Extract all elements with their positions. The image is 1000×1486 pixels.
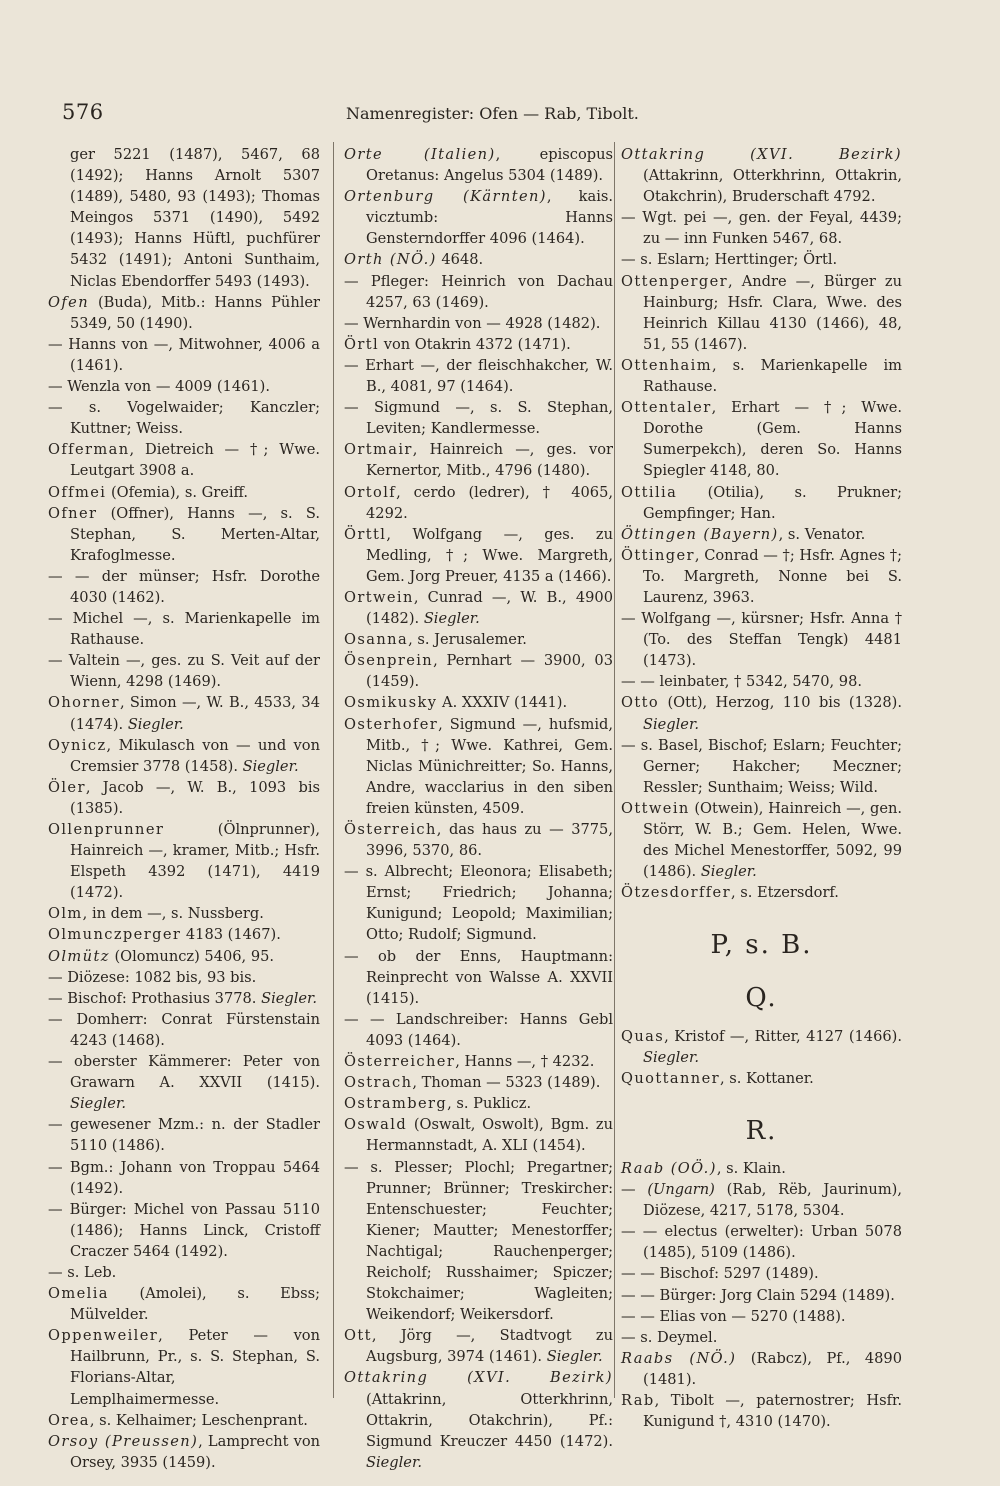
index-entry	[48, 1114, 320, 1156]
entry-headword: Ötzesdorffer	[621, 884, 731, 902]
entry-headword: Ortolf	[344, 483, 397, 501]
entry-headword: Ohorner	[48, 694, 120, 712]
entry-text: , das haus zu — 3775, 3996, 5370, 86.	[366, 821, 613, 860]
index-entry	[344, 271, 613, 313]
entry-text: , Dietreich — †; Wwe. Leutgart 3908 a.	[70, 441, 320, 480]
entry-text: — Sigmund —, s. S. Stephan, Leviten; Kandlermesse.	[344, 399, 613, 438]
index-entry	[344, 186, 613, 249]
entry-headword: Oswald	[344, 1116, 408, 1134]
index-entry	[621, 144, 902, 207]
entry-headword: Ottilia	[621, 483, 678, 501]
entry-text: , Hanns —, † 4232.	[455, 1053, 595, 1071]
entry-text: , Peter — von Hailbrunn, Pr., s. S. Stephan, S. Florians-Altar, Lemplhaimermesse.	[70, 1327, 320, 1408]
index-entry	[48, 1157, 320, 1199]
entry-headword: Ottwein	[621, 799, 690, 817]
entry-headword: Osmikusky	[344, 694, 438, 712]
entry-text: — Bischof: Prothasius 3778.	[48, 989, 262, 1007]
entry-headword: Quas	[621, 1027, 665, 1045]
index-entry	[48, 1431, 320, 1473]
section-letter: R.	[745, 1115, 778, 1146]
entry-headword: Ostramberg	[344, 1095, 448, 1113]
entry-text: , s. Kelhaimer; Leschenprant.	[89, 1411, 308, 1429]
entry-text: — s. Basel, Bischof; Eslarn; Feuchter; Gerner; Hakcher; Meczner; Ressler; Sunthaim; Weiss; Wild.	[621, 736, 902, 796]
entry-text: (Rab, Rëb, Jaurinum), Diözese, 4217, 5178, 5304.	[643, 1181, 902, 1220]
index-column-3	[621, 144, 902, 1432]
index-entry	[48, 988, 320, 1009]
entry-text: — — electus (erwelter): Urban 5078 (1485), 5109 (1486).	[621, 1223, 902, 1262]
entry-headword: Olmütz	[48, 947, 110, 965]
entry-text: — Wgt. pei —, gen. der Feyal, 4439; zu — inn Funken 5467, 68.	[621, 209, 902, 248]
index-entry	[48, 1325, 320, 1409]
index-entry	[344, 355, 613, 397]
entry-headword: Ottakring (XVI. Bezirk)	[344, 1369, 613, 1387]
entry-text: — Wenzla von — 4009 (1461).	[48, 378, 271, 396]
entry-headword: Quottanner	[621, 1069, 720, 1087]
entry-headword: Rab	[621, 1391, 655, 1409]
entry-text: (Ölnprunner), Hainreich —, kramer, Mitb.; Hsfr. Elspeth 4392 (1471), 4419 (1472).	[70, 821, 320, 902]
index-entry	[344, 144, 613, 186]
index-entry	[344, 861, 613, 945]
index-entry	[344, 524, 613, 587]
entry-text: , Erhart — †; Wwe. Dorothe (Gem. Hanns Sumerpekch), deren So. Hanns Spiegler 4148, 80.	[643, 399, 902, 480]
index-entry	[48, 1199, 320, 1262]
entry-text: — — leinbater, † 5342, 5470, 98.	[621, 673, 863, 691]
entry-text: — Bgm.: Johann von Troppau 5464 (1492).	[48, 1158, 320, 1197]
entry-text: — s. Vogelwaider; Kanczler; Kuttner; Weiss.	[48, 399, 320, 438]
entry-text: — s. Albrecht; Eleonora; Elisabeth; Ernst; Friedrich; Johanna; Kunigund; Leopold; Maximilian; Otto; Rudolf; Sigmund.	[344, 863, 613, 944]
entry-text: (Ott), Herzog, 110 bis (1328).	[659, 694, 902, 712]
entry-text: ger 5221 (1487), 5467, 68 (1492); Hanns Arnolt 5307 (1489), 5480, 93 (1493); Thomas Meingos 5371 (1490), 5492 (1493); Hanns Hüftl, puchfürer 5432 (1491); Antoni Sunthaim, Niclas Ebendorffer 5493 (1493).	[70, 146, 320, 290]
entry-text: , episcopus Oretanus: Angelus 5304 (1489).	[366, 146, 613, 185]
entry-text: — — der münser; Hsfr. Dorothe 4030 (1462).	[48, 567, 320, 606]
index-entry	[48, 967, 320, 988]
entry-text: (Buda), Mitb.: Hanns Pühler 5349, 50 (1490).	[70, 293, 320, 332]
entry-text: (Amolei), s. Ebss; Mülvelder.	[70, 1285, 320, 1324]
index-entry	[48, 924, 320, 945]
entry-text: — gewesener Mzm.: n. der Stadler 5110 (1486).	[48, 1116, 320, 1155]
column-rule	[614, 142, 615, 1398]
column-rule	[333, 142, 334, 1398]
entry-headword: Ottakring (XVI. Bezirk)	[621, 146, 902, 163]
entry-headword: Otto	[621, 694, 660, 712]
index-entry	[344, 629, 613, 650]
entry-seal-note: Siegler.	[70, 1095, 126, 1113]
index-entry	[621, 798, 902, 882]
entry-headword: Öttinger	[621, 546, 695, 564]
index-entry	[621, 207, 902, 249]
index-entry	[344, 1051, 613, 1072]
index-entry	[621, 1348, 902, 1390]
entry-text: A. XXXIV (1441).	[437, 694, 568, 712]
index-entry	[48, 946, 320, 967]
index-entry	[344, 819, 613, 861]
index-entry	[48, 650, 320, 692]
index-entry	[48, 439, 320, 481]
entry-headword: Ösenprein	[344, 652, 434, 670]
index-entry	[48, 503, 320, 566]
index-entry	[344, 1114, 613, 1156]
entry-text: , s. Klain.	[716, 1159, 786, 1177]
entry-headword: Oppenweiler	[48, 1327, 159, 1345]
entry-seal-note: Siegler.	[643, 715, 699, 733]
entry-headword: Ortwein	[344, 588, 414, 606]
section-letter: P, s. B.	[710, 930, 813, 961]
index-entry	[48, 1410, 320, 1431]
index-entry	[344, 1325, 613, 1367]
index-entry	[621, 249, 902, 270]
entry-seal-note: Siegler.	[261, 989, 318, 1007]
entry-text: , Wolfgang —, ges. zu Medling, †; Wwe. Margreth, Gem. Jorg Preuer, 4135 a (1466).	[366, 525, 613, 585]
index-entry	[48, 819, 320, 903]
entry-headword: Omelia	[48, 1285, 109, 1303]
entry-text: , Sigmund —, hufsmid, Mitb., †; Wwe. Kathrei, Gem. Niclas Münichreitter; So. Hanns, Andre, wacclarius in den siben freien künsten, 4509.	[366, 715, 613, 817]
entry-text: , Pernhart — 3900, 03 (1459).	[366, 652, 613, 691]
index-entry	[621, 882, 902, 903]
entry-text: , s. Marienkapelle im Rathause.	[643, 356, 902, 396]
entry-seal-note: Siegler.	[127, 715, 184, 733]
index-entry	[48, 1051, 320, 1114]
index-entry	[48, 903, 320, 924]
entry-headword: Olm	[48, 905, 83, 923]
entry-headword: Ollenprunner	[48, 821, 165, 838]
entry-text: , Kristof —, Ritter, 4127 (1466).	[664, 1027, 902, 1045]
entry-headword: Ofen	[48, 293, 90, 311]
index-entry	[48, 608, 320, 650]
index-entry	[344, 1072, 613, 1093]
entry-text: — ob der Enns, Hauptmann: Reinprecht von Walsse A. XXVII (1415).	[344, 947, 613, 1007]
entry-place: (Ungarn)	[647, 1181, 715, 1199]
entry-text: , Cunrad —, W. B., 4900 (1482).	[366, 588, 613, 628]
index-entry	[344, 692, 613, 713]
index-entry	[621, 524, 902, 545]
entry-text: (Ofemia), s. Greiff.	[106, 483, 249, 501]
entry-text: , s. Puklicz.	[447, 1095, 532, 1113]
index-column-1	[48, 144, 320, 1473]
entry-text: (Otilia), s. Prukner; Gempfinger; Han.	[643, 483, 902, 522]
entry-headword: Ortmair	[344, 441, 413, 459]
entry-text: (Attakrinn, Otterkhrinn, Ottakrin, Otakchrin), Bruderschaft 4792.	[643, 167, 902, 206]
index-entry	[48, 334, 320, 376]
entry-headword: Orth (NÖ.)	[344, 251, 437, 269]
index-entry	[48, 1262, 320, 1283]
entry-headword: Orsoy (Preussen)	[48, 1432, 199, 1450]
entry-headword: Olmunczperger	[48, 926, 182, 944]
entry-headword: Oynicz	[48, 736, 107, 754]
entry-text: , s. Etzersdorf.	[730, 884, 839, 902]
index-entry	[621, 1221, 902, 1263]
entry-text: , Tibolt —, paternostrer; Hsfr. Kunigund †, 4310 (1470).	[643, 1391, 902, 1431]
entry-text: , Jacob —, W. B., 1093 bis (1385).	[70, 778, 320, 817]
index-entry	[48, 397, 320, 439]
entry-text: —	[621, 1181, 648, 1199]
index-entry	[621, 397, 902, 481]
entry-text: — s. Eslarn; Herttinger; Örtl.	[621, 251, 838, 269]
entry-headword: Öler	[48, 778, 86, 796]
entry-text: (Offner), Hanns —, s. S. Stephan, S. Merten-Altar, Krafoglmesse.	[70, 504, 320, 564]
entry-text: — — Bürger: Jorg Clain 5294 (1489).	[621, 1286, 895, 1304]
entry-text: von Otakrin 4372 (1471).	[379, 335, 571, 353]
index-entry	[621, 1068, 902, 1089]
index-entry	[48, 482, 320, 503]
entry-headword: Offmei	[48, 483, 107, 501]
entry-text: , Conrad — †; Hsfr. Agnes †; To. Margreth, Nonne bei S. Laurenz, 3963.	[643, 546, 902, 606]
index-entry	[344, 650, 613, 692]
entry-headword: Raab (OÖ.)	[621, 1159, 717, 1177]
index-entry	[621, 692, 902, 734]
index-entry	[621, 1285, 902, 1306]
entry-text: (Otwein), Hainreich —, gen. Störr, W. B.; Gem. Helen, Wwe. des Michel Menestorffer, 5092, 99 (1486).	[643, 799, 902, 881]
entry-headword: Österreicher	[344, 1053, 456, 1071]
entry-headword: Ofner	[48, 504, 98, 522]
entry-text: , Hainreich —, ges. vor Kernertor, Mitb., 4796 (1480).	[366, 441, 613, 480]
entry-text: — — Bischof: 5297 (1489).	[621, 1265, 819, 1283]
index-entry	[344, 249, 613, 270]
index-entry	[621, 1327, 902, 1348]
entry-headword: Ottenperger	[621, 272, 729, 290]
index-entry	[48, 735, 320, 777]
entry-text: — Bürger: Michel von Passau 5110 (1486); Hanns Linck, Cristoff Craczer 5464 (1492).	[48, 1200, 320, 1260]
entry-seal-note: Siegler.	[423, 610, 480, 628]
entry-text: — s. Leb.	[48, 1263, 117, 1281]
entry-text: , s. Kottaner.	[720, 1069, 814, 1087]
entry-text: — Domherr: Conrat Fürstenstain 4243 (1468).	[48, 1010, 320, 1049]
entry-headword: Ortenburg (Kärnten)	[344, 188, 547, 206]
entry-text: — — Elias von — 5270 (1488).	[621, 1307, 846, 1325]
index-entry	[621, 482, 902, 524]
section-letter: Q.	[745, 983, 778, 1014]
entry-text: — oberster Kämmerer: Peter von Grawarn A. XXVII (1415).	[48, 1053, 320, 1092]
index-entry	[621, 1179, 902, 1221]
index-entry	[48, 777, 320, 819]
entry-text: — Wolfgang —, kürsner; Hsfr. Anna † (To. des Steffan Tengk) 4481 (1473).	[621, 610, 902, 670]
index-entry	[621, 271, 902, 355]
entry-text: — s. Plesser; Plochl; Pregartner; Prunner; Brünner; Treskircher: Entenschuester; Feuchter; Kiener; Mautter; Menestorffer; Nachtigal; Rauchenperger; Reicholf; Russhaimer; Spiczer; Stokchaimer; Wagleiten; Weikendorf; Weikersdorf.	[344, 1158, 613, 1324]
index-entry	[621, 355, 902, 397]
entry-headword: Osterhofer	[344, 715, 439, 733]
index-entry	[621, 1390, 902, 1432]
entry-text: , s. Venator.	[778, 525, 866, 543]
entry-text: — Pfleger: Heinrich von Dachau 4257, 63 (1469).	[344, 272, 613, 311]
entry-headword: Ottenhaim	[621, 356, 712, 374]
entry-text: , Jörg —, Stadtvogt zu Augsburg, 3974 (1461).	[366, 1327, 613, 1366]
index-entry	[48, 292, 320, 334]
index-entry	[48, 376, 320, 397]
index-entry	[344, 1009, 613, 1051]
index-entry	[344, 1093, 613, 1114]
entry-text: , Lamprecht von Orsey, 3935 (1459).	[70, 1432, 321, 1471]
index-entry	[621, 671, 902, 692]
entry-text: (Oswalt, Oswolt), Bgm. zu Hermannstadt, A. XLI (1454).	[366, 1116, 613, 1155]
entry-text: , Mikulasch von — und von Cremsier 3778 (1458).	[70, 736, 320, 775]
index-entry	[621, 608, 902, 671]
entry-text: , s. Jerusalemer.	[408, 631, 527, 649]
index-entry	[621, 1158, 902, 1179]
index-entry	[344, 1367, 613, 1472]
entry-text: , in dem —, s. Nussberg.	[82, 905, 264, 923]
entry-text: — Valtein —, ges. zu S. Veit auf der Wienn, 4298 (1469).	[48, 652, 320, 691]
index-entry	[621, 1263, 902, 1284]
entry-headword: Örttl	[344, 525, 387, 543]
entry-text: — Wernhardin von — 4928 (1482).	[344, 314, 601, 332]
entry-text: 4183 (1467).	[181, 926, 281, 944]
index-entry	[344, 334, 613, 355]
entry-headword: Öttingen (Bayern)	[621, 525, 779, 543]
entry-text: — — Landschreiber: Hanns Gebl 4093 (1464).	[344, 1010, 613, 1049]
index-entry	[344, 587, 613, 629]
index-entry	[344, 1157, 613, 1326]
entry-seal-note: Siegler.	[366, 1453, 422, 1471]
index-entry	[621, 1306, 902, 1327]
index-entry	[621, 1026, 902, 1068]
entry-headword: Ott	[344, 1327, 372, 1345]
entry-headword: Ostrach	[344, 1074, 413, 1092]
index-entry	[48, 1009, 320, 1051]
entry-headword: Ottentaler	[621, 399, 712, 417]
entry-seal-note: Siegler.	[643, 1048, 699, 1066]
entry-text: 4648.	[436, 251, 484, 269]
index-entry	[344, 397, 613, 439]
running-title: Namenregister: Ofen — Rab, Tibolt.	[346, 104, 639, 123]
entry-text: , kais. vicztumb: Hanns Gensterndorffer 4096 (1464).	[366, 188, 613, 248]
entry-headword: Raabs (NÖ.)	[621, 1349, 737, 1367]
index-column-2	[344, 144, 613, 1473]
entry-headword: Osanna	[344, 631, 409, 649]
entry-headword: Orte (Italien)	[344, 146, 496, 163]
entry-headword: Österreich	[344, 821, 437, 838]
entry-text: , Andre —, Bürger zu Hainburg; Hsfr. Clara, Wwe. des Heinrich Killau 4130 (1466), 48, 51, 55 (1467).	[643, 272, 902, 353]
entry-text: — Michel —, s. Marienkapelle im Rathause.	[48, 610, 320, 649]
entry-text: — s. Deymel.	[621, 1328, 718, 1346]
entry-seal-note: Siegler.	[700, 863, 757, 881]
index-entry	[48, 566, 320, 608]
index-entry	[48, 1283, 320, 1325]
entry-headword: Orea	[48, 1411, 90, 1429]
entry-text: , Thoman — 5323 (1489).	[412, 1074, 601, 1092]
index-entry	[344, 439, 613, 481]
entry-text: — Diözese: 1082 bis, 93 bis.	[48, 968, 257, 986]
index-entry	[344, 313, 613, 334]
entry-text: , Simon —, W. B., 4533, 34 (1474).	[70, 694, 320, 733]
page-number: 576	[62, 100, 104, 124]
entry-headword: Offerman	[48, 441, 130, 459]
index-entry	[344, 482, 613, 524]
index-entry	[48, 692, 320, 734]
entry-text: , cerdo (ledrer), † 4065, 4292.	[366, 483, 613, 522]
entry-headword: Örtl	[344, 335, 380, 353]
entry-text: (Olomuncz) 5406, 95.	[109, 947, 275, 965]
index-entry	[344, 946, 613, 1009]
entry-text: — Hanns von —, Mitwohner, 4006 a (1461).	[48, 335, 320, 374]
entry-text: (Attakrinn, Otterkhrinn, Ottakrin, Otakchrin), Pf.: Sigmund Kreuczer 4450 (1472).	[366, 1390, 613, 1450]
entry-text: (Rabcz), Pf., 4890 (1481).	[643, 1349, 903, 1388]
index-entry	[344, 714, 613, 819]
entry-seal-note: Siegler.	[242, 757, 299, 775]
entry-seal-note: Siegler.	[546, 1348, 603, 1366]
index-entry	[621, 735, 902, 798]
index-entry	[48, 144, 320, 292]
index-entry	[621, 545, 902, 608]
entry-text: — Erhart —, der fleischhakcher, W. B., 4081, 97 (1464).	[344, 356, 613, 396]
